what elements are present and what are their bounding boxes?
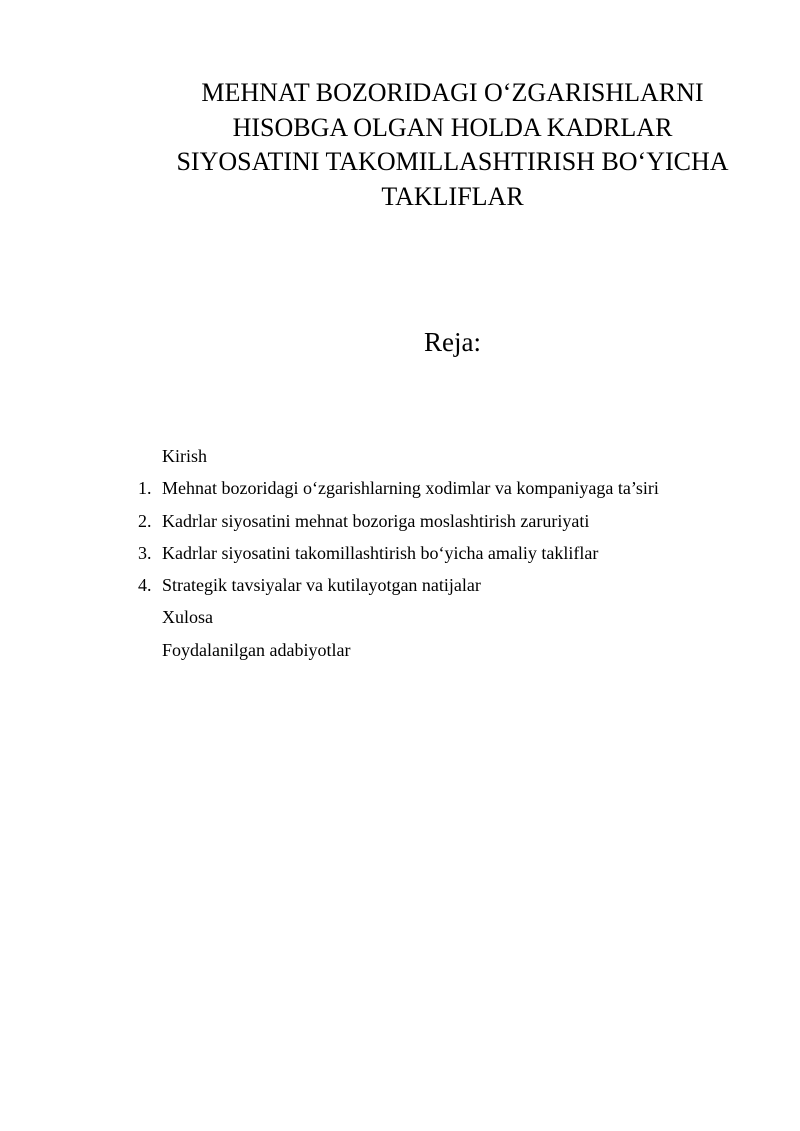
toc-item-3 bbox=[0, 537, 800, 569]
title-line: HISOBGA OLGAN HOLDA KADRLAR bbox=[232, 112, 673, 142]
toc-item-introduction bbox=[0, 440, 800, 472]
toc-item-text: Kirish bbox=[162, 446, 207, 466]
toc-item-text: Strategik tavsiyalar va kutilayotgan natijalar bbox=[162, 575, 481, 596]
toc-item-1 bbox=[0, 472, 800, 504]
toc-item-number: 3. bbox=[138, 542, 152, 563]
toc-item-text: Kadrlar siyosatini takomillashtirish bo‘yicha amaliy takliflar bbox=[162, 542, 599, 563]
toc-item-references bbox=[0, 634, 800, 666]
toc-item-text: Xulosa bbox=[162, 607, 213, 628]
toc-item-text: Mehnat bozoridagi o‘zgarishlarning xodimlar va kompaniyaga ta’siri bbox=[162, 478, 659, 499]
toc-item-conclusion bbox=[0, 601, 800, 633]
title-line: SIYOSATINI TAKOMILLASHTIRISH BO‘YICHA bbox=[176, 147, 729, 176]
title-line: TAKLIFLAR bbox=[381, 181, 524, 211]
table-of-contents bbox=[0, 440, 800, 666]
toc-item-text: Foydalanilgan adabiyotlar bbox=[162, 639, 351, 660]
toc-item-text: Kadrlar siyosatini mehnat bozoriga moslashtirish zaruriyati bbox=[162, 510, 590, 531]
plan-heading: Reja: bbox=[424, 327, 481, 357]
title-line: MEHNAT BOZORIDAGI O‘ZGARISHLARNI bbox=[201, 78, 704, 107]
toc-item-4 bbox=[0, 569, 800, 601]
toc-item-number: 2. bbox=[138, 510, 152, 531]
toc-item-number: 1. bbox=[138, 478, 152, 499]
toc-item-2 bbox=[0, 505, 800, 537]
toc-item-number: 4. bbox=[138, 575, 152, 596]
document-title bbox=[150, 76, 755, 214]
